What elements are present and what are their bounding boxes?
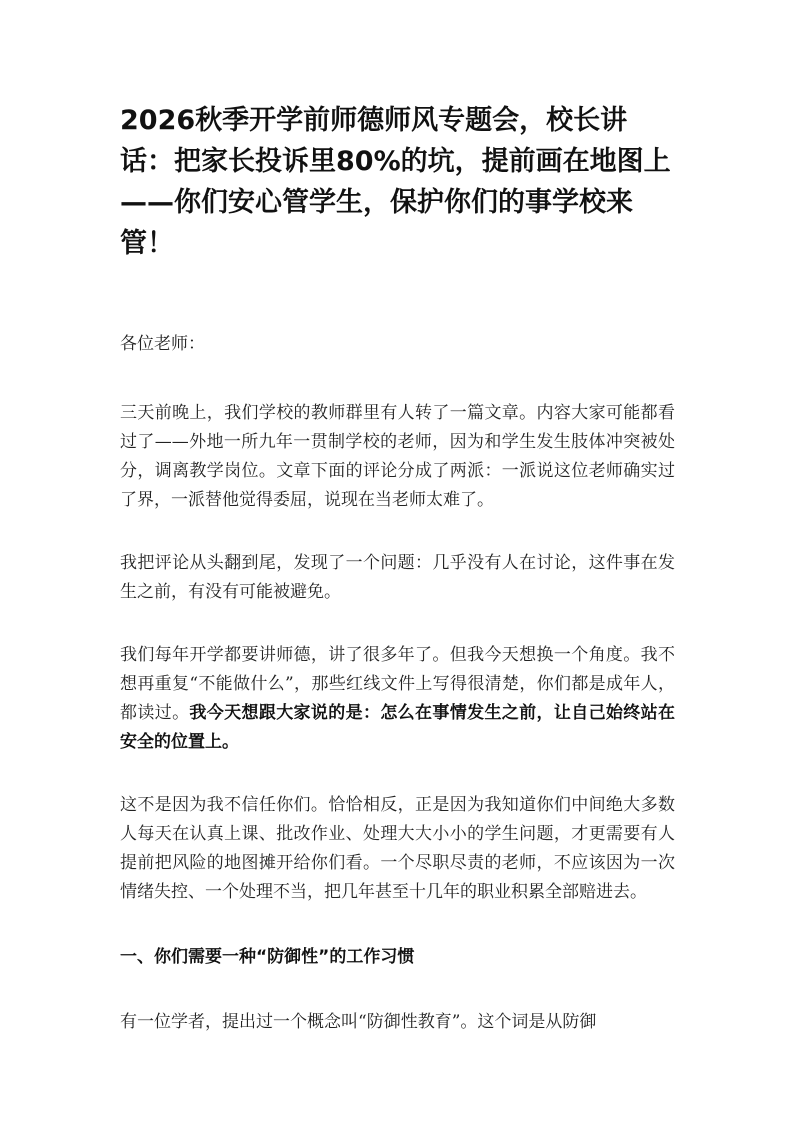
document-title: 2026秋季开学前师德师风专题会，校长讲话：把家长投诉里80%的坑，提前画在地图上——你们安心管学生，保护你们的事学校来管！ <box>120 105 671 259</box>
paragraph-1: 三天前晚上，我们学校的教师群里有人转了一篇文章。内容大家可能都看过了——外地一所九年一贯制学校的老师，因为和学生发生肢体冲突被处分，调离教学岗位。文章下面的评论分成了两派：一派说这位老师确实过了界，一派替他觉得委屈，说现在当老师太难了。 <box>120 403 675 510</box>
section-heading-1: 一、你们需要一种“防御性”的工作习惯 <box>120 947 415 967</box>
paragraph-5: 有一位学者，提出过一个概念叫“防御性教育”。这个词是从防御 <box>120 1012 597 1032</box>
paragraph-3 <box>120 641 675 757</box>
paragraph-3-emphasis: 我今天想跟大家说的是：怎么在事情发生之前，让自己始终站在安全的位置上。 <box>120 703 676 752</box>
paragraph-3-text: 我们每年开学都要讲师德，讲了很多年了。但我今天想换一个角度。我不想再重复“不能做什么”，那些红线文件上写得很清楚，你们都是成年人，都读过。 <box>120 645 675 723</box>
salutation: 各位老师： <box>120 334 205 354</box>
paragraph-4: 这不是因为我不信任你们。恰恰相反，正是因为我知道你们中间绝大多数人每天在认真上课、批改作业、处理大大小小的学生问题，才更需要有人提前把风险的地图摊开给你们看。一个尽职尽责的老师，不应该因为一次情绪失控、一个处理不当，把几年甚至十几年的职业积累全部赔进去。 <box>120 795 675 902</box>
document-page <box>120 100 675 1037</box>
paragraph-2: 我把评论从头翻到尾，发现了一个问题：几乎没有人在讨论，这件事在发生之前，有没有可能被避免。 <box>120 553 675 602</box>
